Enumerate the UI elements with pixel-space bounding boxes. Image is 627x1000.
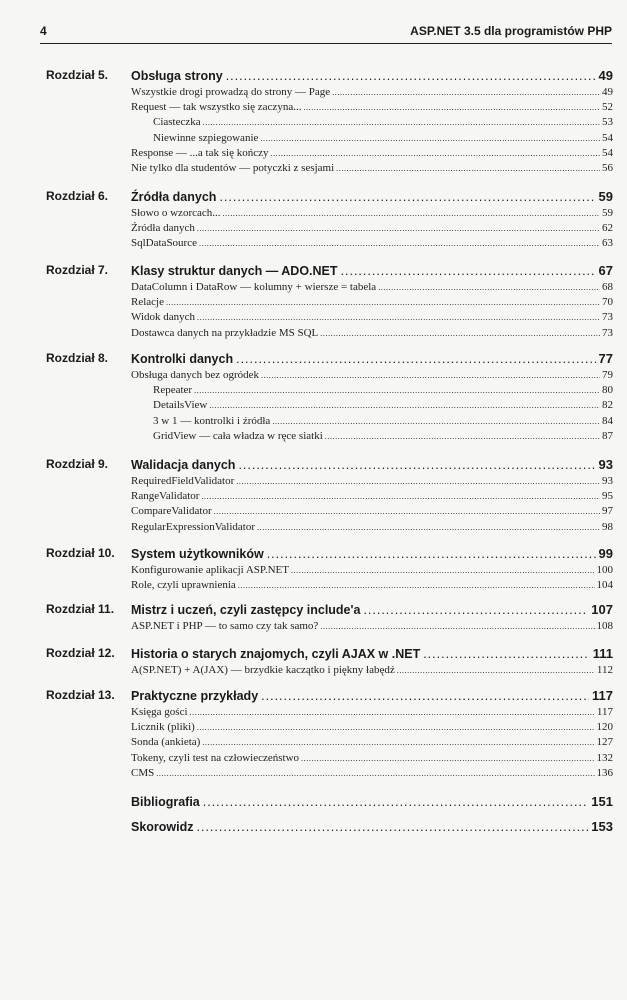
dot-leader bbox=[194, 383, 600, 398]
section-entry bbox=[131, 280, 613, 295]
section-title: RangeValidator bbox=[131, 490, 200, 503]
dot-leader bbox=[423, 646, 590, 663]
dot-leader bbox=[320, 619, 594, 634]
dot-leader bbox=[236, 474, 600, 489]
dot-leader bbox=[332, 85, 600, 100]
chapter-number: Rozdział 7. bbox=[46, 263, 109, 277]
section-page: 79 bbox=[602, 369, 613, 381]
section-entry bbox=[153, 414, 613, 429]
dot-leader bbox=[363, 602, 588, 619]
section-page: 136 bbox=[596, 766, 613, 779]
dot-leader bbox=[303, 100, 600, 115]
chapter-title-line bbox=[131, 262, 613, 279]
section-page: 132 bbox=[596, 751, 613, 764]
section-entry bbox=[131, 161, 613, 176]
section-page: 59 bbox=[602, 207, 613, 219]
chapter-page: 117 bbox=[592, 688, 613, 703]
dot-leader bbox=[397, 663, 595, 678]
chapter-title: Skorowidz bbox=[131, 820, 194, 834]
section-page: 54 bbox=[602, 131, 613, 144]
section-page: 127 bbox=[596, 736, 613, 749]
chapter-number: Rozdział 8. bbox=[46, 351, 109, 365]
dot-leader bbox=[197, 720, 595, 735]
page-number: 4 bbox=[40, 24, 47, 38]
chapter-title-line bbox=[131, 350, 613, 367]
section-entry bbox=[131, 578, 613, 593]
chapter-title: System użytkowników bbox=[131, 547, 264, 561]
chapter-number: Rozdział 5. bbox=[46, 68, 109, 82]
chapter-page: 67 bbox=[598, 263, 613, 278]
chapter-title: Klasy struktur danych — ADO.NET bbox=[131, 264, 338, 278]
section-title: Źródła danych bbox=[131, 222, 195, 235]
chapter-title: Praktyczne przykłady bbox=[131, 689, 259, 703]
chapter-row bbox=[0, 350, 627, 367]
section-entry bbox=[153, 131, 613, 146]
section-page: 117 bbox=[596, 706, 613, 718]
chapter-title: Mistrz i uczeń, czyli zastępcy include'a bbox=[131, 603, 361, 617]
section-page: 87 bbox=[602, 429, 613, 442]
section-page: 97 bbox=[602, 505, 613, 518]
dot-leader bbox=[156, 766, 594, 781]
section-page: 73 bbox=[602, 311, 613, 324]
chapter-title-line bbox=[131, 188, 613, 205]
chapter-number: Rozdział 10. bbox=[46, 546, 115, 560]
section-title: DetailsView bbox=[153, 399, 208, 412]
dot-leader bbox=[236, 351, 595, 368]
chapter-title-line bbox=[131, 67, 613, 84]
section-title: Wszystkie drogi prowadzą do strony — Page bbox=[131, 86, 331, 98]
section-entry bbox=[131, 326, 613, 341]
section-title: Słowo o wzorcach... bbox=[131, 207, 221, 219]
dot-leader bbox=[341, 263, 596, 280]
dot-leader bbox=[201, 489, 600, 504]
dot-leader bbox=[325, 429, 600, 444]
dot-leader bbox=[336, 161, 600, 176]
section-page: 82 bbox=[602, 399, 613, 412]
dot-leader bbox=[238, 578, 595, 593]
dot-leader bbox=[197, 819, 589, 836]
section-title: Widok danych bbox=[131, 311, 196, 324]
section-title: Tokeny, czyli test na człowieczeństwo bbox=[131, 751, 300, 764]
section-title: Role, czyli uprawnienia bbox=[131, 579, 236, 592]
section-title: Konfigurowanie aplikacji ASP.NET bbox=[131, 564, 289, 576]
dot-leader bbox=[320, 326, 600, 341]
section-title: Response — ...a tak się kończy bbox=[131, 146, 269, 159]
chapter-title-line bbox=[131, 645, 613, 662]
dot-leader bbox=[261, 368, 600, 383]
section-page: 53 bbox=[602, 116, 613, 129]
section-page: 52 bbox=[602, 101, 613, 114]
section-entry bbox=[131, 146, 613, 161]
dot-leader bbox=[238, 457, 595, 474]
section-entry bbox=[131, 663, 613, 678]
chapter-row bbox=[0, 645, 627, 662]
dot-leader bbox=[197, 221, 600, 236]
chapter-row bbox=[0, 67, 627, 84]
dot-leader bbox=[291, 563, 595, 578]
section-title: Sonda (ankieta) bbox=[131, 736, 201, 749]
section-title: GridView — cała władza w ręce siatki bbox=[153, 429, 323, 442]
chapter-number: Rozdział 11. bbox=[46, 602, 115, 616]
section-page: 62 bbox=[602, 222, 613, 235]
chapter-page: 153 bbox=[591, 819, 613, 834]
book-title: ASP.NET 3.5 dla programistów PHP bbox=[410, 24, 612, 38]
chapter-title-line bbox=[131, 601, 613, 618]
section-entry bbox=[131, 720, 613, 735]
section-entry bbox=[131, 236, 613, 251]
chapter-title-line bbox=[131, 687, 613, 704]
dot-leader bbox=[301, 751, 594, 766]
section-page: 80 bbox=[602, 384, 613, 397]
chapter-title: Walidacja danych bbox=[131, 458, 236, 472]
section-title: DataColumn i DataRow — kolumny + wiersze = tabela bbox=[131, 281, 377, 293]
dot-leader bbox=[203, 115, 600, 130]
chapter-title: Historia o starych znajomych, czyli AJAX w .NET bbox=[131, 647, 421, 661]
section-title: Licznik (pliki) bbox=[131, 721, 195, 734]
section-title: RegularExpressionValidator bbox=[131, 520, 256, 533]
section-title: Dostawca danych na przykładzie MS SQL bbox=[131, 326, 319, 339]
section-page: 104 bbox=[596, 579, 613, 592]
section-entry bbox=[131, 705, 613, 720]
chapter-page: 151 bbox=[591, 794, 613, 809]
chapter-row bbox=[0, 188, 627, 205]
section-entry bbox=[153, 383, 613, 398]
chapter-number: Rozdział 6. bbox=[46, 189, 109, 203]
section-title: CMS bbox=[131, 766, 155, 779]
dot-leader bbox=[209, 398, 600, 413]
section-entry bbox=[131, 221, 613, 236]
chapter-row bbox=[0, 456, 627, 473]
section-entry bbox=[131, 619, 613, 634]
chapter-row bbox=[0, 601, 627, 618]
running-header bbox=[40, 24, 612, 40]
section-entry bbox=[131, 295, 613, 310]
chapter-title: Obsługa strony bbox=[131, 69, 223, 83]
section-page: 98 bbox=[602, 520, 613, 533]
chapter-number: Rozdział 12. bbox=[46, 646, 115, 660]
dot-leader bbox=[270, 146, 600, 161]
chapter-page: 107 bbox=[591, 602, 613, 617]
chapter-row bbox=[0, 687, 627, 704]
section-entry bbox=[153, 398, 613, 413]
dot-leader bbox=[261, 688, 589, 705]
dot-leader bbox=[203, 794, 589, 811]
dot-leader bbox=[260, 131, 600, 146]
chapter-title-line bbox=[131, 456, 613, 473]
section-page: 120 bbox=[596, 721, 613, 734]
section-entry bbox=[131, 100, 613, 115]
section-page: 95 bbox=[602, 490, 613, 503]
section-entry bbox=[153, 115, 613, 130]
dot-leader bbox=[378, 280, 600, 295]
dot-leader bbox=[257, 520, 600, 535]
section-title: Księga gości bbox=[131, 706, 188, 718]
section-page: 54 bbox=[602, 146, 613, 159]
chapter-page: 77 bbox=[598, 351, 613, 366]
section-title: Relacje bbox=[131, 296, 164, 309]
chapter-title-line bbox=[131, 793, 613, 810]
dot-leader bbox=[226, 68, 596, 85]
section-page: 63 bbox=[602, 237, 613, 250]
section-page: 112 bbox=[596, 664, 613, 676]
section-title: Nie tylko dla studentów — potyczki z sesjami bbox=[131, 162, 335, 174]
dot-leader bbox=[190, 705, 595, 720]
chapter-number: Rozdział 9. bbox=[46, 457, 109, 471]
section-title: CompareValidator bbox=[131, 505, 212, 518]
chapter-row bbox=[0, 545, 627, 562]
chapter-page: 59 bbox=[598, 189, 613, 204]
section-page: 56 bbox=[602, 162, 613, 174]
section-entry bbox=[131, 85, 613, 100]
dot-leader bbox=[272, 414, 600, 429]
section-page: 73 bbox=[602, 326, 613, 339]
dot-leader bbox=[214, 504, 600, 519]
section-title: RequiredFieldValidator bbox=[131, 475, 235, 487]
chapter-title: Kontrolki danych bbox=[131, 352, 234, 366]
section-title: Repeater bbox=[153, 384, 193, 397]
section-title: Obsługa danych bez ogródek bbox=[131, 369, 259, 381]
section-title: Niewinne szpiegowanie bbox=[153, 131, 259, 144]
chapter-row bbox=[0, 818, 627, 835]
section-page: 49 bbox=[602, 86, 613, 98]
chapter-number: Rozdział 13. bbox=[46, 688, 115, 702]
section-title: 3 w 1 — kontrolki i źródła bbox=[153, 414, 271, 427]
chapter-title-line bbox=[131, 818, 613, 835]
section-entry bbox=[131, 735, 613, 750]
dot-leader bbox=[267, 546, 596, 563]
chapter-page: 93 bbox=[598, 457, 613, 472]
section-entry bbox=[131, 766, 613, 781]
dot-leader bbox=[166, 295, 600, 310]
section-entry bbox=[131, 489, 613, 504]
chapter-page: 99 bbox=[598, 546, 613, 561]
section-page: 68 bbox=[602, 281, 613, 293]
section-entry bbox=[131, 563, 613, 578]
chapter-page: 111 bbox=[592, 646, 613, 661]
chapter-row bbox=[0, 793, 627, 810]
chapter-title: Bibliografia bbox=[131, 795, 200, 809]
section-page: 100 bbox=[596, 564, 613, 576]
section-entry bbox=[153, 429, 613, 444]
section-page: 70 bbox=[602, 296, 613, 309]
section-title: A(SP.NET) + A(JAX) — brzydkie kaczątko i piękny łabędź bbox=[131, 664, 395, 676]
section-page: 93 bbox=[602, 475, 613, 487]
section-title: ASP.NET i PHP — to samo czy tak samo? bbox=[131, 620, 319, 632]
chapter-page: 49 bbox=[598, 68, 613, 83]
section-title: Ciasteczka bbox=[153, 116, 201, 129]
section-page: 84 bbox=[602, 414, 613, 427]
dot-leader bbox=[219, 189, 595, 206]
dot-leader bbox=[199, 236, 600, 251]
section-entry bbox=[131, 520, 613, 535]
section-entry bbox=[131, 504, 613, 519]
section-entry bbox=[131, 310, 613, 325]
dot-leader bbox=[202, 735, 594, 750]
chapter-title-line bbox=[131, 545, 613, 562]
section-title: SqlDataSource bbox=[131, 237, 197, 250]
section-title: Request — tak wszystko się zaczyna... bbox=[131, 101, 302, 114]
section-page: 108 bbox=[596, 620, 613, 632]
section-entry bbox=[131, 751, 613, 766]
section-entry bbox=[131, 474, 613, 489]
dot-leader bbox=[197, 310, 600, 325]
dot-leader bbox=[223, 206, 600, 221]
chapter-title: Źródła danych bbox=[131, 190, 217, 204]
header-rule bbox=[40, 43, 612, 44]
section-entry bbox=[131, 206, 613, 221]
chapter-row bbox=[0, 262, 627, 279]
section-entry bbox=[131, 368, 613, 383]
